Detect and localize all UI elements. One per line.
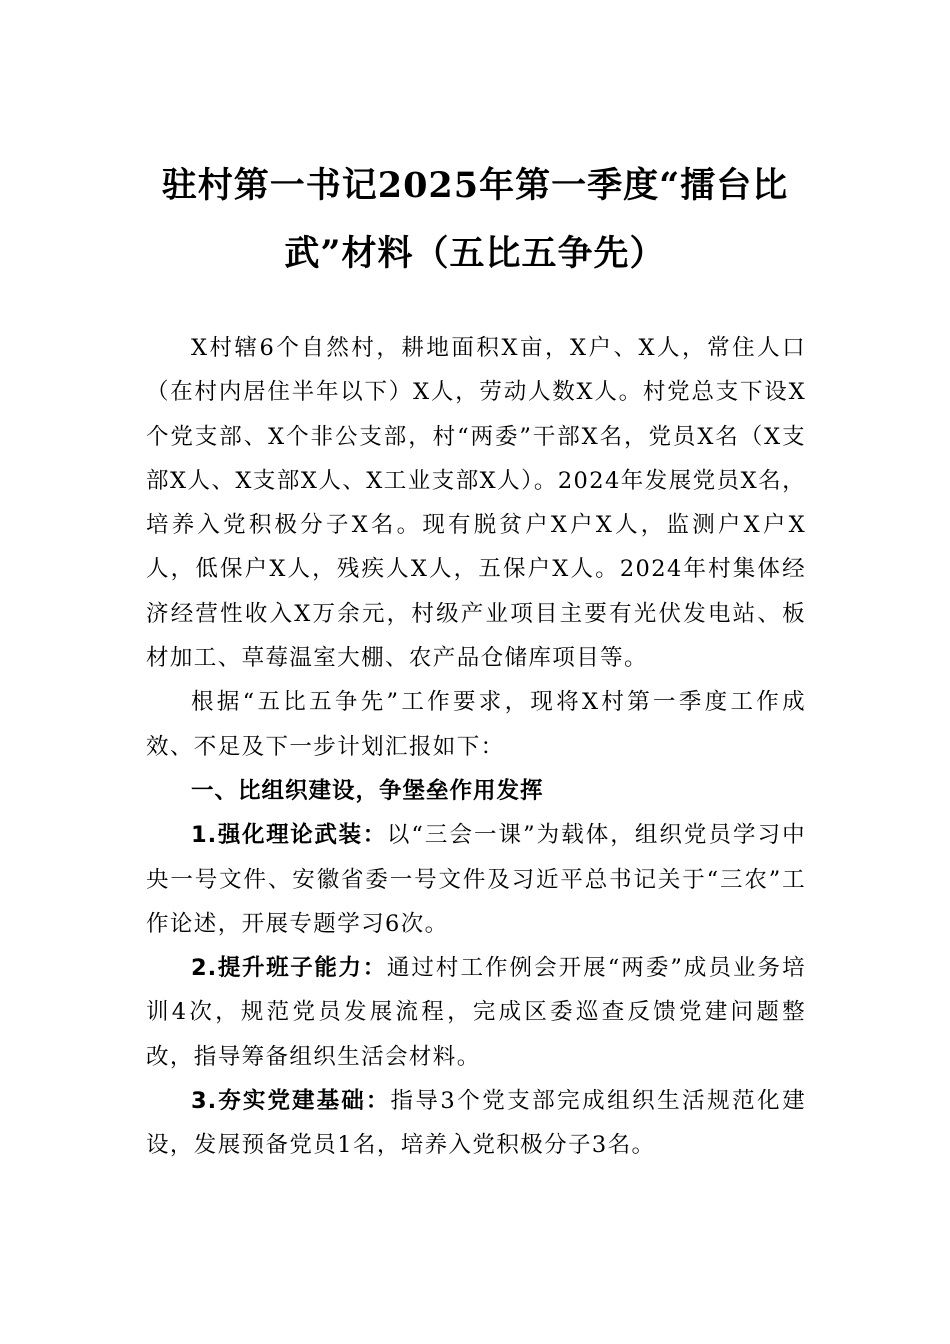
item-label: 2.提升班子能力： xyxy=(191,955,387,982)
item-label: 3.夯实党建基础： xyxy=(191,1088,391,1115)
section-item xyxy=(146,946,806,1079)
section-item xyxy=(146,813,806,946)
document-title-line-2: 武”材料（五比五争先） xyxy=(284,233,666,274)
section-item xyxy=(146,1079,806,1168)
document-title-line-1: 驻村第一书记2025年第一季度“擂台比 xyxy=(161,165,789,206)
intro-paragraph: X村辖6个自然村，耕地面积X亩，X户、X人，常住人口（在村内居住半年以下）X人，劳动人数X人。村党总支下设X个党支部、X个非公支部，村“两委”干部X名，党员X名（X支部X人、X支部X人、X工业支部X人）。2024年发展党员X名，培养入党积极分子X名。现有脱贫户X户X人，监测户X户X人，低保户X人，残疾人X人，五保户X人。2024年村集体经济经营性收入X万余元，村级产业项目主要有光伏发电站、板材加工、草莓温室大棚、农产品仓储库项目等。 xyxy=(146,335,806,672)
item-text: 通过村工作例会开展“两委”成员业务培训4次，规范党员发展流程，完成区委巡查反馈党建问题整改，指导筹备组织生活会材料。 xyxy=(146,955,806,1070)
item-text: 指导3个党支部完成组织生活规范化建设，发展预备党员1名，培养入党积极分子3名。 xyxy=(146,1088,806,1159)
item-text: 以“三会一课”为载体，组织党员学习中央一号文件、安徽省委一号文件及习近平总书记关于“三农”工作论述，开展专题学习6次。 xyxy=(146,822,806,937)
section-heading: 一、比组织建设，争堡垒作用发挥 xyxy=(191,777,544,804)
item-label: 1.强化理论武装： xyxy=(191,822,387,849)
report-intro-paragraph: 根据“五比五争先”工作要求，现将X村第一季度工作成效、不足及下一步计划汇报如下： xyxy=(146,689,806,760)
document-body xyxy=(146,326,806,1168)
